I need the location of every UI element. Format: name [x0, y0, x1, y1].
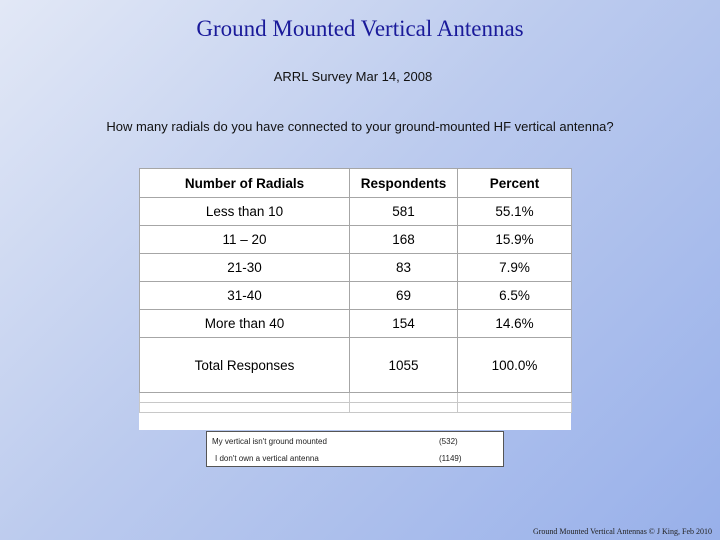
slide-footer: Ground Mounted Vertical Antennas © J King, Feb 2010 — [532, 527, 712, 536]
table-row — [140, 226, 572, 254]
percent-cell: 6.5% — [458, 282, 572, 310]
note-label: I don't own a vertical antenna — [215, 454, 319, 463]
empty-cell — [140, 403, 350, 413]
table-row — [140, 310, 572, 338]
table-row — [140, 198, 572, 226]
radials-cell: 31-40 — [140, 282, 350, 310]
percent-cell: 7.9% — [458, 254, 572, 282]
note-count: (1149) — [439, 454, 462, 463]
empty-cell — [350, 393, 458, 403]
radials-cell: More than 40 — [140, 310, 350, 338]
empty-cell — [458, 403, 572, 413]
other-responses-box — [206, 431, 504, 467]
respondents-cell: 168 — [350, 226, 458, 254]
percent-cell: 15.9% — [458, 226, 572, 254]
table-row — [140, 282, 572, 310]
empty-cell — [458, 393, 572, 403]
survey-question: How many radials do you have connected to your ground-mounted HF vertical antenna? — [106, 119, 614, 134]
note-label: My vertical isn't ground mounted — [212, 437, 327, 446]
radials-cell: 11 – 20 — [140, 226, 350, 254]
respondents-cell: 581 — [350, 198, 458, 226]
radials-cell: Less than 10 — [140, 198, 350, 226]
table-empty-row — [140, 393, 572, 403]
radials-table-container — [139, 168, 571, 430]
respondents-cell: 69 — [350, 282, 458, 310]
total-label-cell: Total Responses — [140, 338, 350, 393]
empty-cell — [140, 393, 350, 403]
total-respondents-cell: 1055 — [350, 338, 458, 393]
note-count: (532) — [439, 437, 458, 446]
header-respondents: Respondents — [350, 169, 458, 198]
table-empty-row — [140, 403, 572, 413]
radials-cell: 21-30 — [140, 254, 350, 282]
note-row — [207, 437, 503, 451]
header-number-of-radials: Number of Radials — [140, 169, 350, 198]
percent-cell: 55.1% — [458, 198, 572, 226]
slide-title: Ground Mounted Vertical Antennas — [196, 16, 524, 41]
empty-cell — [350, 403, 458, 413]
table-total-row — [140, 338, 572, 393]
total-percent-cell: 100.0% — [458, 338, 572, 393]
table-header-row — [140, 169, 572, 198]
respondents-cell: 154 — [350, 310, 458, 338]
percent-cell: 14.6% — [458, 310, 572, 338]
table-row — [140, 254, 572, 282]
radials-table — [139, 168, 572, 413]
note-row — [207, 454, 503, 468]
header-percent: Percent — [458, 169, 572, 198]
survey-subtitle: ARRL Survey Mar 14, 2008 — [273, 69, 433, 84]
respondents-cell: 83 — [350, 254, 458, 282]
